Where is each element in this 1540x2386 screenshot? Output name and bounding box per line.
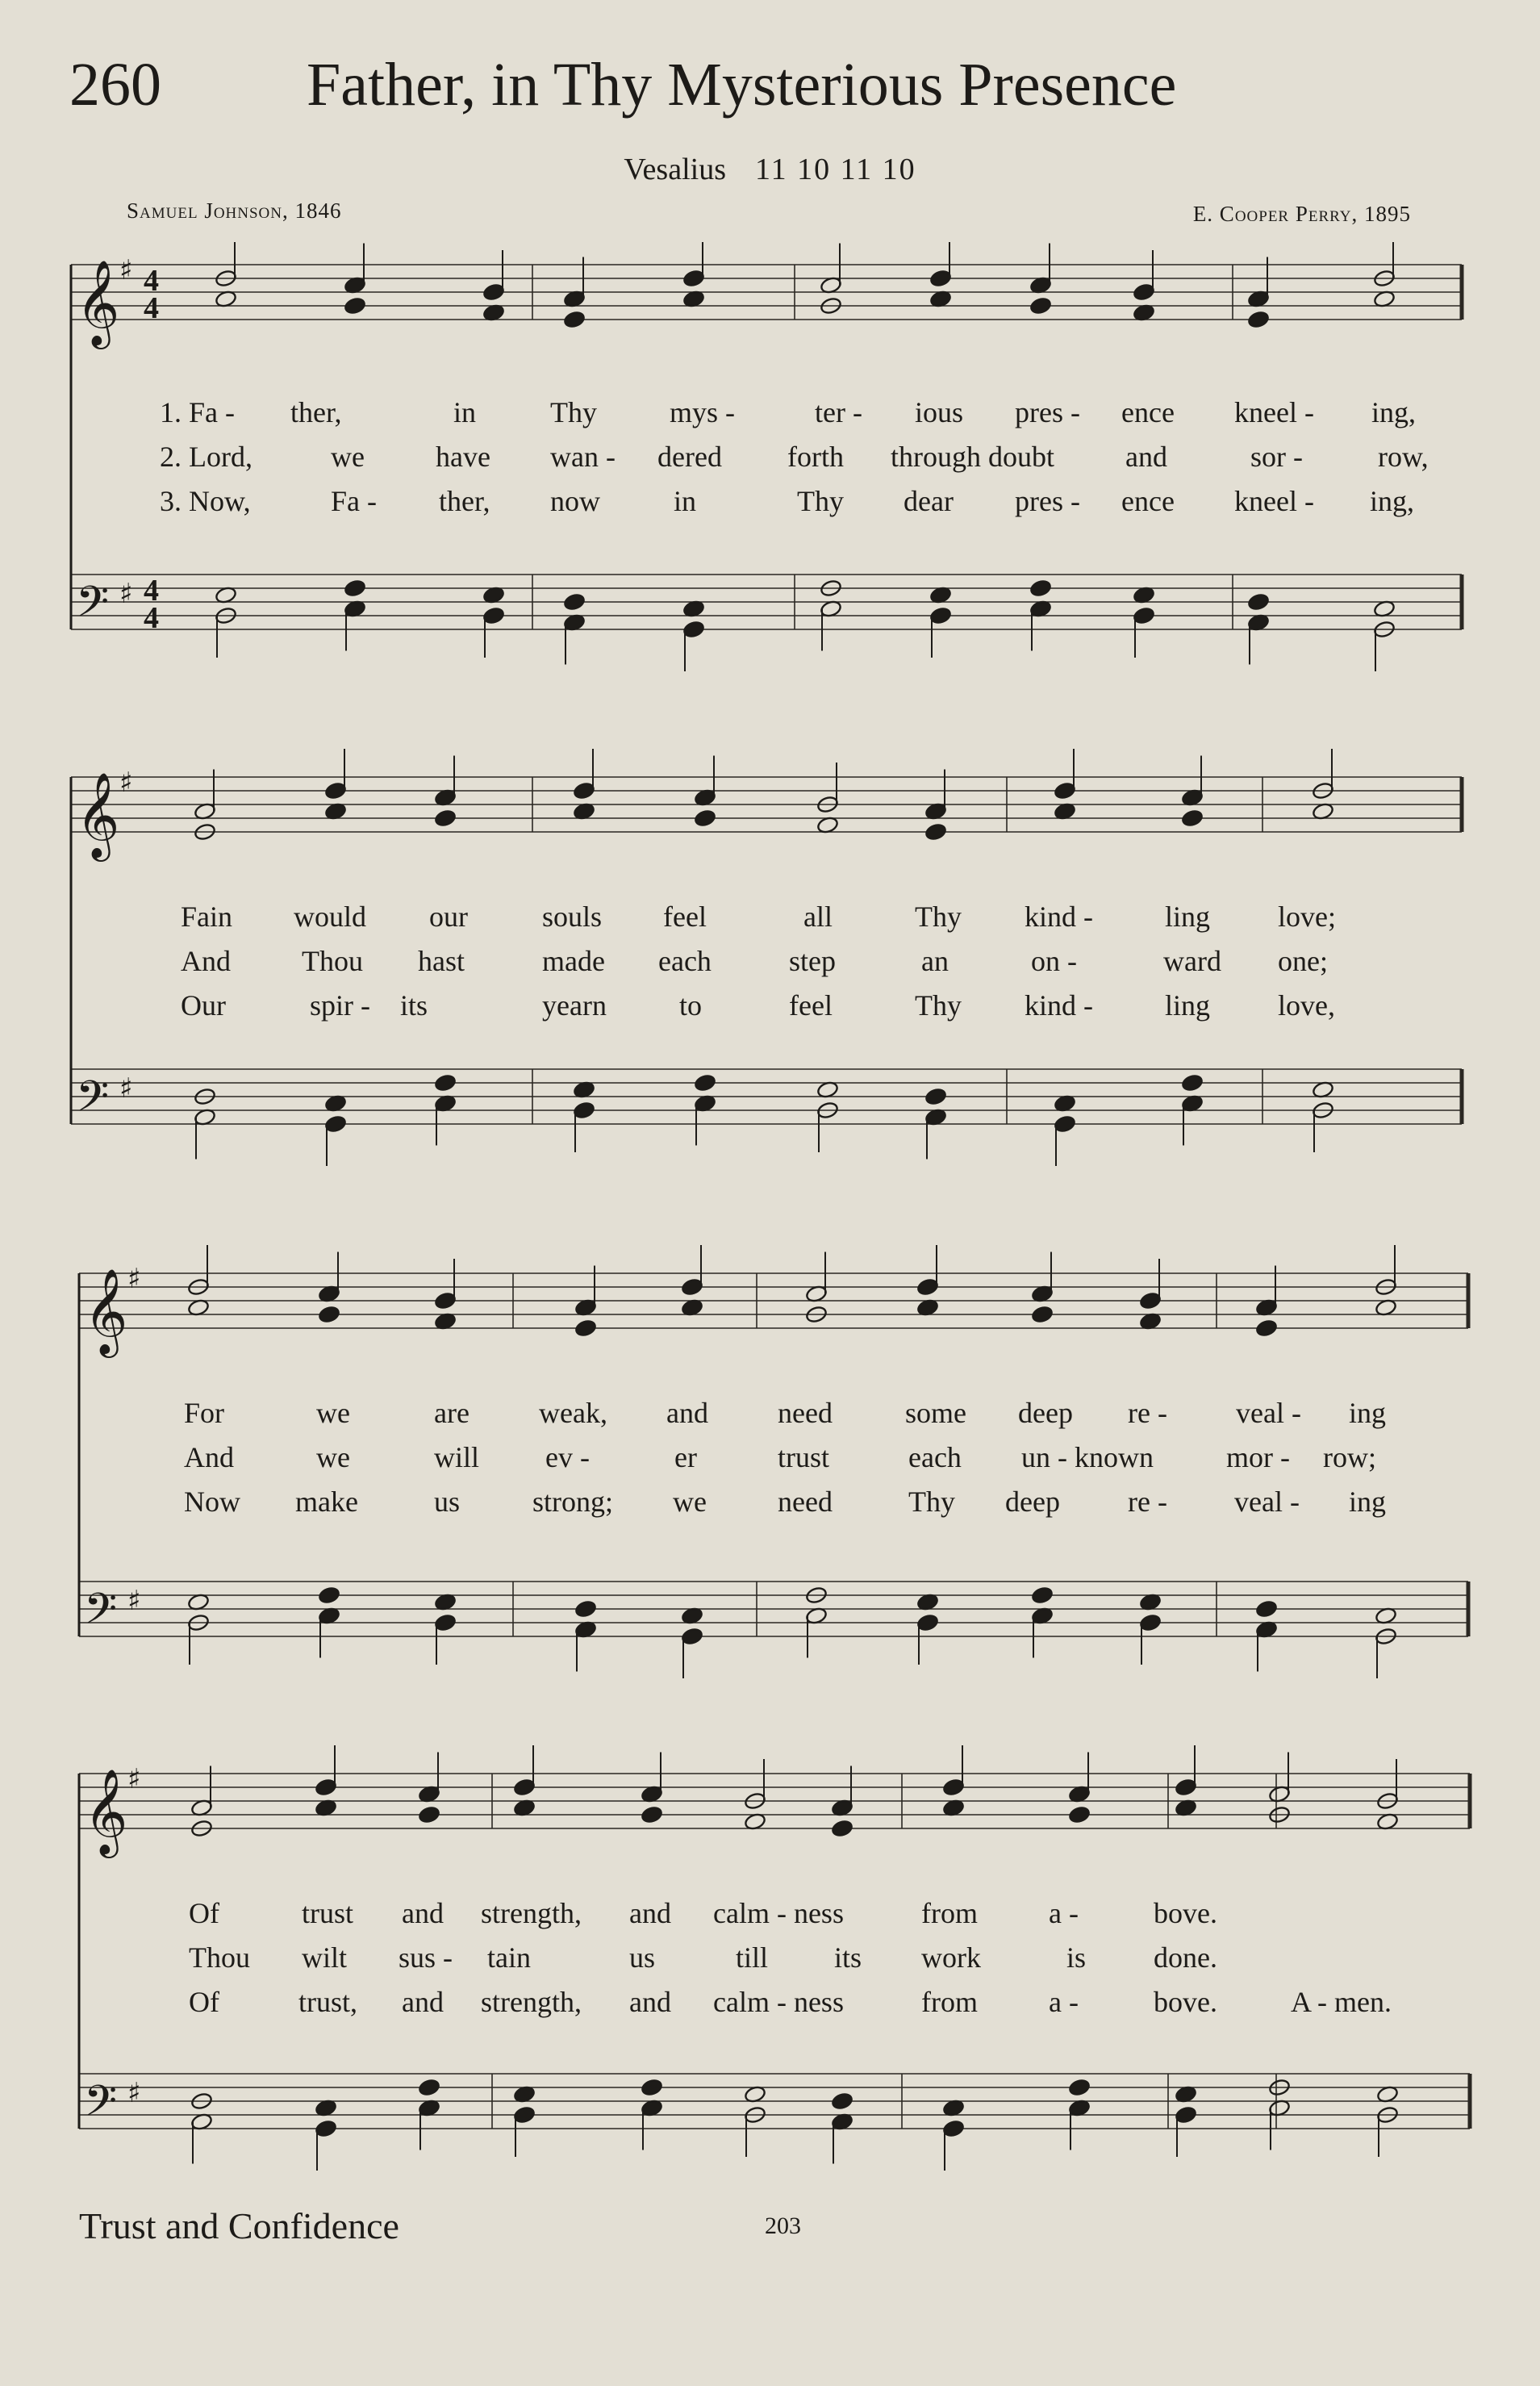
lyric-syllable: and xyxy=(666,1397,708,1429)
lyric-syllable: mor - xyxy=(1226,1441,1290,1473)
tune-line xyxy=(0,152,1540,187)
lyric-syllable: bove. xyxy=(1154,1986,1217,2018)
lyric-syllable: 3. Now, xyxy=(160,485,251,517)
lyric-syllable: calm - ness xyxy=(713,1897,844,1929)
key-signature-sharp-icon: ♯ xyxy=(127,1763,141,1795)
lyric-syllable: we xyxy=(331,441,365,473)
lyric-syllable: its xyxy=(400,989,428,1022)
lyric-line-verse-1 xyxy=(0,1396,1540,1436)
lyric-syllable: have xyxy=(436,441,490,473)
lyric-syllable: re - xyxy=(1128,1486,1167,1518)
note-head xyxy=(1031,1305,1054,1323)
lyric-syllable: and xyxy=(402,1986,444,2018)
time-signature-digit: 4 xyxy=(144,264,159,298)
lyric-line-verse-2 xyxy=(0,1440,1540,1481)
lyric-syllable: ing, xyxy=(1371,396,1417,428)
note-head xyxy=(315,2119,337,2137)
key-signature-sharp-icon: ♯ xyxy=(119,254,133,286)
lyric-syllable: step xyxy=(789,945,836,977)
lyric-syllable: each xyxy=(908,1441,962,1473)
lyric-syllable: Thy xyxy=(550,396,597,428)
lyric-syllable: veal - xyxy=(1234,1486,1300,1518)
lyric-syllable: ious xyxy=(915,396,964,428)
note-head xyxy=(831,1819,853,1837)
note-head xyxy=(682,269,705,287)
lyric-syllable: weak, xyxy=(539,1397,607,1429)
hymn-title: Father, in Thy Mysterious Presence xyxy=(307,51,1177,119)
note-head xyxy=(482,282,505,301)
lyric-line-verse-2 xyxy=(0,944,1540,984)
lyric-syllable: forth xyxy=(787,441,844,473)
lyric-syllable: sor - xyxy=(1250,441,1303,473)
note-head xyxy=(1139,1291,1162,1310)
lyric-syllable: Thou xyxy=(302,945,363,977)
lyric-syllable: and xyxy=(1125,441,1167,473)
lyric-line-verse-2 xyxy=(0,1941,1540,1981)
lyric-syllable: ing xyxy=(1349,1486,1387,1518)
lyric-syllable: ling xyxy=(1165,900,1211,933)
note-head xyxy=(344,296,366,315)
note-head xyxy=(929,269,952,287)
lyric-syllable: ence xyxy=(1121,396,1175,428)
note-head xyxy=(1133,606,1155,625)
tune-name: Vesalius xyxy=(624,153,726,186)
lyric-syllable: A - men. xyxy=(1291,1986,1392,2018)
lyric-syllable: in xyxy=(453,396,477,428)
key-signature-sharp-icon: ♯ xyxy=(119,767,133,799)
lyric-syllable: and xyxy=(402,1897,444,1929)
lyric-syllable: now xyxy=(550,485,600,517)
lyric-syllable: strength, xyxy=(481,1986,582,2018)
lyric-syllable: veal - xyxy=(1236,1397,1301,1429)
note-head xyxy=(1068,2078,1091,2096)
note-head xyxy=(929,606,952,625)
bass-clef-icon: 𝄢 xyxy=(76,1072,110,1132)
treble-clef-icon: 𝄞 xyxy=(76,259,120,345)
lyric-syllable: our xyxy=(429,900,468,933)
note-head xyxy=(1054,781,1076,800)
note-head xyxy=(318,1305,340,1323)
lyric-line-verse-2 xyxy=(0,440,1540,480)
music-system-4 xyxy=(0,1743,1540,2195)
note-head xyxy=(1139,1613,1162,1632)
note-head xyxy=(318,1586,340,1604)
lyric-syllable: need xyxy=(778,1397,833,1429)
note-head xyxy=(434,809,457,827)
note-head xyxy=(1255,1318,1278,1337)
lyric-syllable: row, xyxy=(1378,441,1429,473)
lyric-syllable: un - known xyxy=(1021,1441,1154,1473)
lyric-syllable: on - xyxy=(1031,945,1077,977)
lyric-syllable: a - xyxy=(1049,1897,1079,1929)
lyric-line-verse-1 xyxy=(0,395,1540,436)
lyric-syllable: strong; xyxy=(532,1486,614,1518)
lyric-syllable: a - xyxy=(1049,1986,1079,2018)
note-head xyxy=(681,1277,703,1296)
lyric-syllable: we xyxy=(673,1486,707,1518)
note-head xyxy=(418,2078,440,2096)
lyric-syllable: to xyxy=(679,989,703,1022)
time-signature-digit: 4 xyxy=(144,601,159,635)
lyric-syllable: in xyxy=(674,485,697,517)
lyric-syllable: deep xyxy=(1018,1397,1073,1429)
lyric-syllable: sus - xyxy=(399,1941,453,1974)
lyric-syllable: and xyxy=(629,1986,671,2018)
note-head xyxy=(694,1073,716,1092)
note-head xyxy=(1247,310,1270,328)
note-head xyxy=(324,781,347,800)
lyric-syllable: hast xyxy=(418,945,465,977)
bass-clef-icon: 𝄢 xyxy=(76,578,110,637)
note-head xyxy=(1175,1778,1197,1796)
note-head xyxy=(513,2105,536,2124)
hymn-number: 260 xyxy=(69,51,161,119)
lyric-syllable: trust xyxy=(778,1441,830,1473)
lyric-syllable: dear xyxy=(904,485,954,517)
lyric-syllable: yearn xyxy=(542,989,607,1022)
lyric-line-verse-1 xyxy=(0,1896,1540,1937)
lyric-line-verse-1 xyxy=(0,900,1540,940)
lyric-syllable: love, xyxy=(1278,989,1335,1022)
lyric-syllable: ing, xyxy=(1370,485,1415,517)
note-head xyxy=(924,1087,947,1105)
bass-clef-icon: 𝄢 xyxy=(84,2077,118,2137)
lyric-syllable: tain xyxy=(487,1941,531,1974)
lyric-syllable: ling xyxy=(1165,989,1211,1022)
lyric-syllable: mys - xyxy=(670,396,735,428)
lyric-syllable: kneel - xyxy=(1234,396,1314,428)
treble-clef-icon: 𝄞 xyxy=(76,771,120,858)
note-head xyxy=(563,592,586,611)
note-head xyxy=(641,1805,663,1824)
lyric-syllable: make xyxy=(295,1486,358,1518)
lyric-syllable: some xyxy=(905,1397,966,1429)
lyric-syllable: strength, xyxy=(481,1897,582,1929)
note-head xyxy=(1054,1114,1076,1133)
note-head xyxy=(324,1114,347,1133)
lyric-syllable: us xyxy=(629,1941,656,1974)
music-system-3 xyxy=(0,1243,1540,1694)
lyric-syllable: wilt xyxy=(302,1941,348,1974)
lyric-syllable: we xyxy=(316,1441,350,1473)
lyric-syllable: deep xyxy=(1005,1486,1060,1518)
lyric-syllable: Thy xyxy=(908,1486,955,1518)
time-signature-digit: 4 xyxy=(144,291,159,325)
note-head xyxy=(574,1599,597,1618)
lyric-syllable: kind - xyxy=(1025,989,1093,1022)
lyric-syllable: its xyxy=(834,1941,862,1974)
lyric-syllable: er xyxy=(674,1441,697,1473)
lyric-syllable: trust xyxy=(302,1897,354,1929)
lyric-syllable: ther, xyxy=(439,485,490,517)
lyric-line-verse-3 xyxy=(0,988,1540,1029)
lyric-syllable: ence xyxy=(1121,485,1175,517)
note-head xyxy=(924,822,947,841)
note-head xyxy=(1181,1073,1204,1092)
lyric-syllable: ev - xyxy=(545,1441,590,1473)
lyric-syllable: feel xyxy=(789,989,833,1022)
lyric-syllable: trust, xyxy=(298,1986,358,2018)
lyric-syllable: And xyxy=(184,1441,234,1473)
note-head xyxy=(344,579,366,597)
lyric-syllable: And xyxy=(181,945,231,977)
note-head xyxy=(513,1778,536,1796)
lyric-line-verse-3 xyxy=(0,1485,1540,1525)
lyric-syllable: an xyxy=(921,945,949,977)
meter: 11 10 11 10 xyxy=(754,153,916,186)
lyric-syllable: one; xyxy=(1278,945,1328,977)
lyric-syllable: is xyxy=(1066,1941,1087,1974)
note-head xyxy=(1029,296,1052,315)
note-head xyxy=(1031,1586,1054,1604)
category-label: Trust and Confidence xyxy=(79,2205,399,2246)
note-head xyxy=(563,310,586,328)
lyric-syllable: Now xyxy=(184,1486,240,1518)
lyric-syllable: Thy xyxy=(915,989,962,1022)
note-head xyxy=(942,1778,965,1796)
note-head xyxy=(942,2119,965,2137)
note-head xyxy=(1133,282,1155,301)
lyric-syllable: through doubt xyxy=(891,441,1054,473)
note-head xyxy=(831,2091,853,2110)
note-head xyxy=(1247,592,1270,611)
key-signature-sharp-icon: ♯ xyxy=(127,1263,141,1295)
lyric-syllable: Thy xyxy=(797,485,844,517)
lyric-syllable: we xyxy=(316,1397,350,1429)
lyric-syllable: re - xyxy=(1128,1397,1167,1429)
lyric-syllable: row; xyxy=(1323,1441,1376,1473)
lyric-syllable: till xyxy=(736,1941,769,1974)
lyric-syllable: kneel - xyxy=(1234,485,1314,517)
note-head xyxy=(1029,579,1052,597)
lyric-syllable: ward xyxy=(1163,945,1221,977)
note-head xyxy=(694,809,716,827)
lyric-syllable: and xyxy=(629,1897,671,1929)
treble-clef-icon: 𝄞 xyxy=(84,1268,128,1354)
lyric-syllable: will xyxy=(434,1441,480,1473)
lyric-syllable: Of xyxy=(189,1986,219,2018)
note-head xyxy=(573,1101,595,1119)
lyric-syllable: wan - xyxy=(550,441,616,473)
author-credit: Samuel Johnson, 1846 xyxy=(127,198,342,223)
key-signature-sharp-icon: ♯ xyxy=(119,1072,133,1105)
note-head xyxy=(1181,809,1204,827)
lyric-syllable: For xyxy=(184,1397,225,1429)
music-system-1 xyxy=(0,242,1540,694)
note-head xyxy=(418,1805,440,1824)
treble-clef-icon: 𝄞 xyxy=(84,1768,128,1854)
lyric-syllable: ter - xyxy=(815,396,862,428)
note-head xyxy=(434,1073,457,1092)
page-number: 203 xyxy=(765,2213,801,2239)
lyric-syllable: are xyxy=(434,1397,470,1429)
bass-clef-icon: 𝄢 xyxy=(84,1585,118,1644)
lyric-syllable: pres - xyxy=(1015,396,1080,428)
lyric-syllable: Fain xyxy=(181,900,233,933)
note-head xyxy=(681,1627,703,1645)
note-head xyxy=(641,2078,663,2096)
lyric-syllable: 1. Fa - xyxy=(160,396,235,428)
lyric-syllable: Of xyxy=(189,1897,219,1929)
lyric-syllable: bove. xyxy=(1154,1897,1217,1929)
note-head xyxy=(1175,2105,1197,2124)
lyric-line-verse-3 xyxy=(0,1985,1540,2025)
note-head xyxy=(916,1613,939,1632)
note-head xyxy=(434,1291,457,1310)
lyric-syllable: 2. Lord, xyxy=(160,441,252,473)
lyric-syllable: made xyxy=(542,945,605,977)
lyric-syllable: feel xyxy=(663,900,707,933)
lyric-syllable: Thy xyxy=(915,900,962,933)
note-head xyxy=(434,1613,457,1632)
lyric-syllable: from xyxy=(921,1897,978,1929)
note-head xyxy=(574,1318,597,1337)
note-head xyxy=(682,620,705,638)
lyric-line-verse-3 xyxy=(0,484,1540,524)
lyric-syllable: spir - xyxy=(310,989,370,1022)
lyric-syllable: done. xyxy=(1154,1941,1217,1974)
lyric-syllable: us xyxy=(434,1486,461,1518)
lyric-syllable: pres - xyxy=(1015,485,1080,517)
lyric-syllable: need xyxy=(778,1486,833,1518)
time-signature-digit: 4 xyxy=(144,574,159,608)
lyric-syllable: Fa - xyxy=(331,485,377,517)
lyric-syllable: Our xyxy=(181,989,226,1022)
note-head xyxy=(315,1778,337,1796)
key-signature-sharp-icon: ♯ xyxy=(127,2077,141,2109)
lyric-syllable: kind - xyxy=(1025,900,1093,933)
key-signature-sharp-icon: ♯ xyxy=(127,1585,141,1617)
music-system-2 xyxy=(0,746,1540,1198)
key-signature-sharp-icon: ♯ xyxy=(119,578,133,610)
lyric-syllable: work xyxy=(921,1941,981,1974)
lyric-syllable: souls xyxy=(542,900,603,933)
lyric-syllable: each xyxy=(658,945,712,977)
note-head xyxy=(482,606,505,625)
composer-credit: E. Cooper Perry, 1895 xyxy=(1192,202,1411,226)
lyric-syllable: ther, xyxy=(290,396,342,428)
lyric-syllable: Thou xyxy=(189,1941,250,1974)
note-head xyxy=(573,781,595,800)
lyric-syllable: would xyxy=(294,900,366,933)
lyric-syllable: all xyxy=(803,900,833,933)
lyric-syllable: love; xyxy=(1278,900,1336,933)
note-head xyxy=(916,1277,939,1296)
lyric-syllable: calm - ness xyxy=(713,1986,844,2018)
lyric-syllable: from xyxy=(921,1986,978,2018)
note-head xyxy=(1255,1599,1278,1618)
lyric-syllable: dered xyxy=(657,441,722,473)
note-head xyxy=(1068,1805,1091,1824)
lyric-syllable: ing xyxy=(1349,1397,1387,1429)
